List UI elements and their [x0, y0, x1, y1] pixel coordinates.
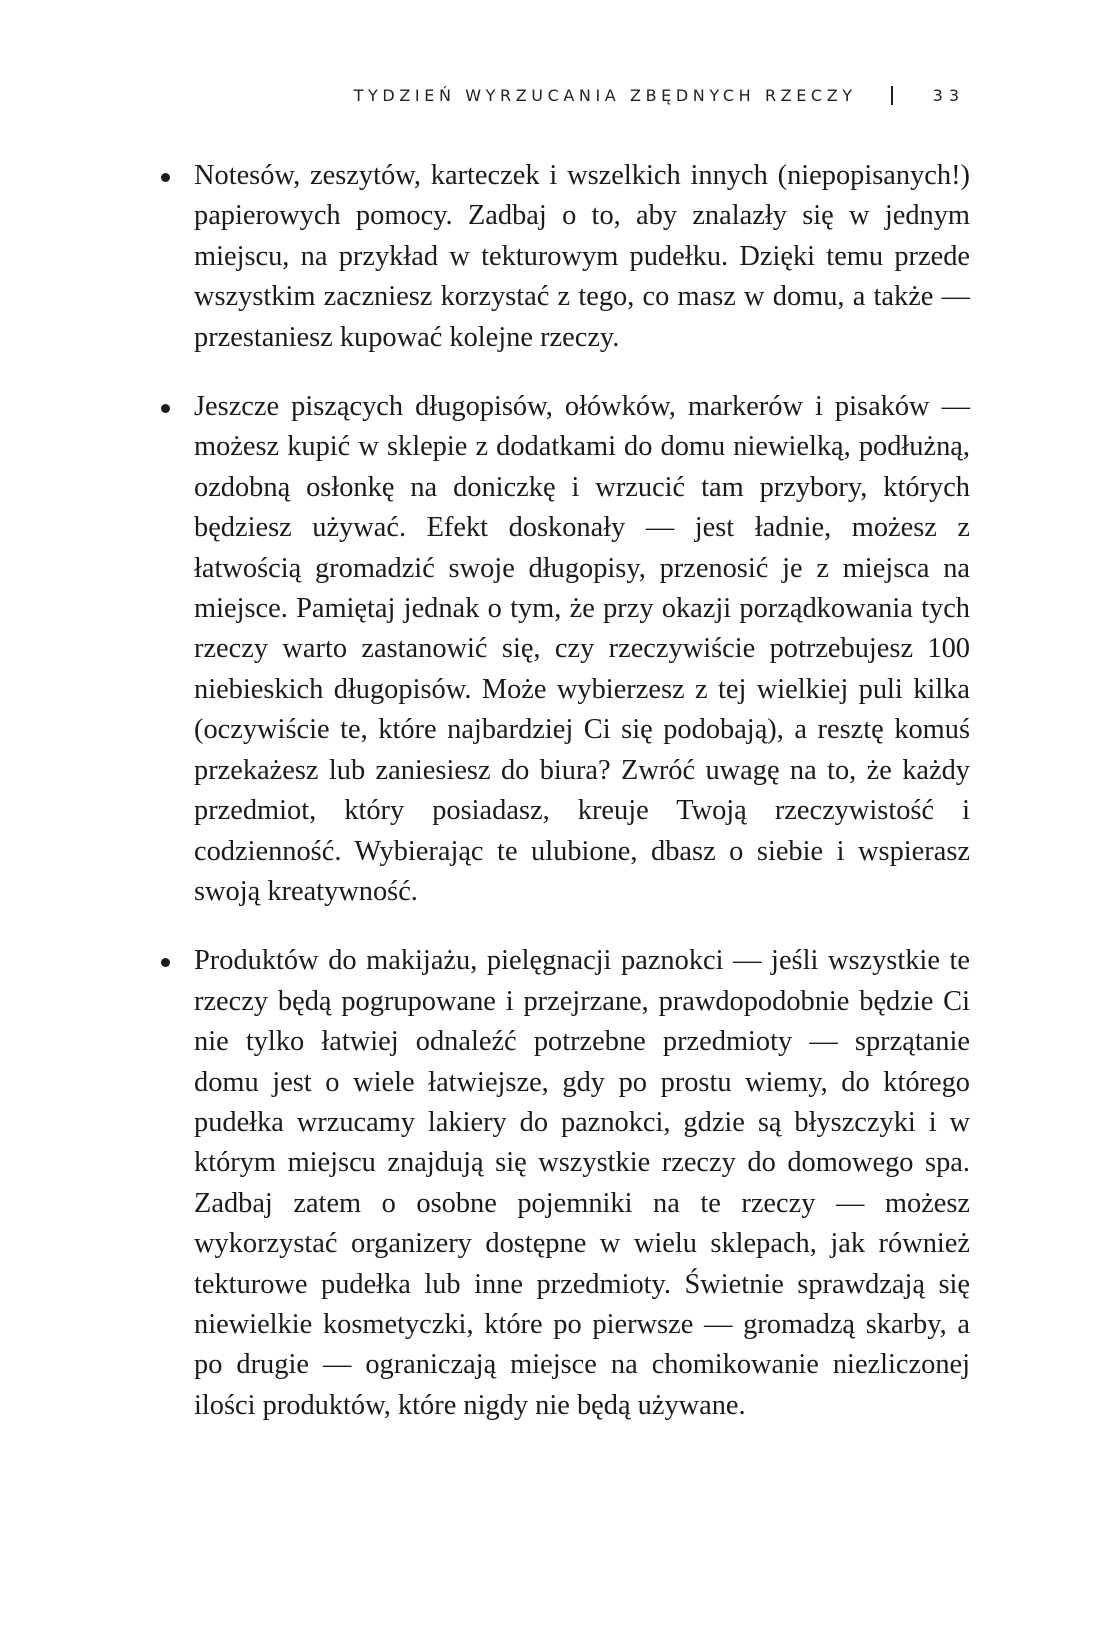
header-separator: [891, 86, 893, 105]
running-header: [354, 86, 965, 105]
list-item-notebooks: Notesów, zeszytów, karteczek i wszelkich innych (niepopisanych!) papierowych pomocy. Zadbaj o to, aby znalazły się w jednym miejscu, na przykład w tekturowym pudełku. Dzięki temu przede wszystkim zaczniesz korzystać z tego, co masz w domu, a także — przestaniesz kupować kolejne rzeczy.: [160, 156, 970, 358]
running-title: TYDZIEŃ WYRZUCANIA ZBĘDNYCH RZECZY: [353, 86, 857, 105]
list-item-pens: Jeszcze piszących długopisów, ołówków, markerów i pisaków — możesz kupić w sklepie z dodatkami do domu niewielką, podłużną, ozdobną osłonkę na doniczkę i wrzucić tam przybory, których będziesz używać. Efekt doskonały — jest ładnie, możesz z łatwością gromadzić swoje długopisy, przenosić je z miejsca na miejsce. Pamiętaj jednak o tym, że przy okazji porządkowania tych rzeczy warto zastanowić się, czy rzeczywiście potrzebujesz 100 niebieskich długopisów. Może wybierzesz z tej wielkiej puli kilka (oczywiście te, które najbardziej Ci się podobają), a resztę komuś przekażesz lub zaniesiesz do biura? Zwróć uwagę na to, że każdy przedmiot, który posiadasz, kreuje Twoją rzeczywistość i codzienność. Wybierając te ulubione, dbasz o siebie i wspierasz swoją kreatywność.: [160, 387, 970, 912]
page-number: 33: [932, 86, 965, 105]
list-item-cosmetics: Produktów do makijażu, pielęgnacji paznokci — jeśli wszystkie te rzeczy będą pogrupowane i przejrzane, prawdopodobnie będzie Ci nie tylko łatwiej odnaleźć potrzebne przedmioty — sprzątanie domu jest o wiele łatwiejsze, gdy po prostu wiemy, do którego pudełka wrzucamy lakiery do paznokci, gdzie są błyszczyki i w którym miejscu znajdują się wszystkie rzeczy do domowego spa. Zadbaj zatem o osobne pojemniki na te rzeczy — możesz wykorzystać organizery dostępne w wielu sklepach, jak również tekturowe pudełka lub inne przedmioty. Świetnie sprawdzają się niewielkie kosmetyczki, które po pierwsze — gromadzą skarby, a po drugie — ograniczają miejsce na chomikowanie niezliczonej ilości produktów, które nigdy nie będą używane.: [160, 941, 970, 1426]
bullet-list: [160, 156, 970, 1455]
